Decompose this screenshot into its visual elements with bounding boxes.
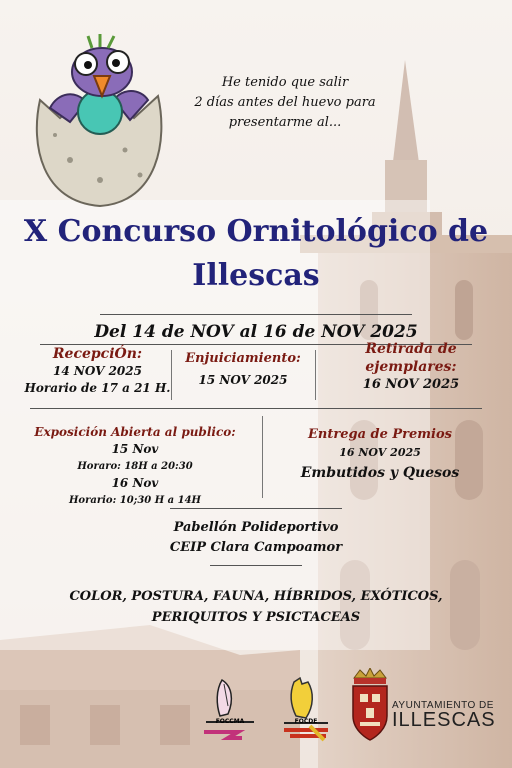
intro-text — [175, 73, 395, 133]
reception-block — [20, 346, 175, 397]
divider-middle — [30, 408, 482, 409]
divider-venue-bottom — [210, 565, 302, 566]
divider-top — [100, 314, 412, 315]
withdrawal-date: 16 NOV 2025 — [362, 377, 460, 392]
prizes-heading: Entrega de Premios — [308, 427, 452, 442]
divider-venue-top — [170, 508, 342, 509]
withdrawal-block — [318, 340, 504, 394]
reception-hours: Horario de 17 a 21 H. — [24, 381, 171, 395]
page-title — [0, 210, 512, 298]
foccma-label: FOCCMA — [215, 718, 245, 725]
judging-heading: Enjuiciamiento: — [185, 351, 301, 366]
divider-vertical-1 — [171, 350, 172, 400]
focde-logo — [280, 674, 332, 744]
ayuntamiento-line-1: AYUNTAMIENTO DE — [392, 700, 494, 711]
focde-label: FOCDE — [294, 718, 318, 725]
exhibition-block — [15, 424, 255, 509]
illescas-coat-of-arms — [350, 668, 390, 744]
ayuntamiento-line-2: ILLESCAS — [392, 709, 496, 731]
categories-line-1: COLOR, POSTURA, FAUNA, HÍBRIDOS, EXÓTICOS, — [69, 589, 443, 604]
intro-line-3: presentarme al... — [228, 115, 342, 130]
judging-block — [173, 350, 313, 389]
exhibition-day-2: 16 Nov — [111, 476, 159, 490]
venue-line-1: Pabellón Polideportivo — [173, 520, 339, 535]
dates-banner: Del 14 de NOV al 16 de NOV 2025 — [94, 322, 418, 342]
withdrawal-heading-1: Retirada de — [365, 341, 457, 357]
exhibition-heading: Exposición Abierta al publico: — [34, 425, 236, 439]
prizes-block — [268, 426, 492, 482]
venue-block — [100, 518, 412, 558]
reception-date: 14 NOV 2025 — [53, 364, 142, 378]
title-line-2: Illescas — [192, 258, 320, 293]
categories-block — [20, 586, 492, 628]
intro-line-1: He tenido que salir — [221, 75, 349, 90]
ayuntamiento-text — [392, 700, 504, 732]
categories-line-2: PERIQUITOS Y PSICTACEAS — [151, 610, 361, 625]
intro-line-2: 2 días antes del huevo para — [194, 95, 376, 110]
prizes-date: 16 NOV 2025 — [339, 446, 421, 459]
chick-egg-illustration — [30, 30, 170, 210]
reception-heading: RecepciÓn: — [52, 346, 143, 362]
divider-vertical-2 — [315, 350, 316, 400]
judging-date: 15 NOV 2025 — [198, 373, 288, 387]
exhibition-hours-2: Horario: 10;30 H a 14H — [68, 495, 202, 506]
withdrawal-heading-2: ejemplares: — [365, 359, 457, 375]
exhibition-day-1: 15 Nov — [111, 442, 159, 456]
exhibition-hours-1: Horaro: 18H a 20:30 — [77, 461, 193, 472]
prizes-detail: Embutidos y Quesos — [300, 465, 460, 481]
title-line-1: X Concurso Ornitológico de — [23, 214, 489, 249]
divider-vertical-3 — [262, 416, 263, 498]
foccma-logo — [198, 676, 260, 740]
venue-line-2: CEIP Clara Campoamor — [169, 540, 343, 555]
